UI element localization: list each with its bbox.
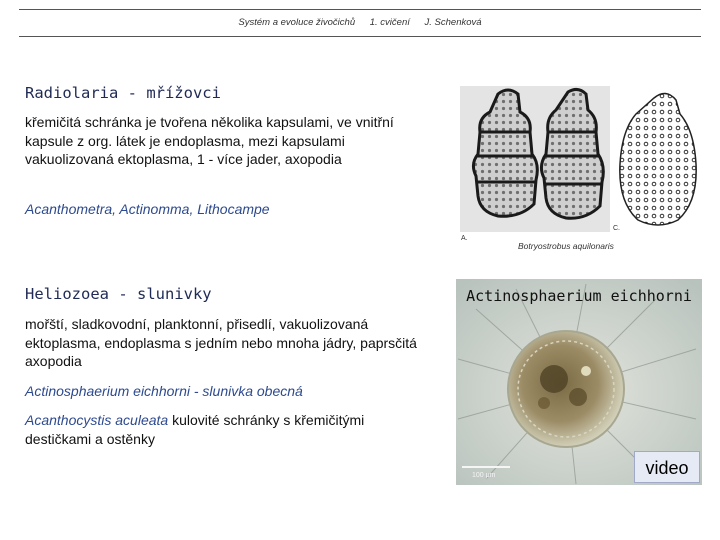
- header-course: Systém a evoluce živočichů: [238, 17, 356, 28]
- heliozoea-description: mořští, sladkovodní, planktonní, přisedlí, vakuolizovaná ektoplasma, endoplasma s jedním nebo mnoha jádry, paprsčitá axopodia: [25, 316, 417, 369]
- radiolaria-figure: [458, 84, 702, 260]
- scale-bar-label: 100 μm: [472, 472, 496, 479]
- acanthocystis-name: Acanthocystis aculeata: [25, 412, 169, 428]
- video-button[interactable]: video: [634, 451, 700, 483]
- figure-species-label: Botryostrobus aquilonaris: [518, 241, 614, 251]
- header-author: J. Schenková: [424, 17, 482, 28]
- radiolaria-skeleton-drawing: [458, 84, 702, 260]
- slide-header: [0, 17, 720, 28]
- figure-label-a: A.: [461, 235, 468, 242]
- figure-label-c: C.: [613, 225, 620, 232]
- heliozoea-example-1: Actinosphaerium eichhorni - slunivka obecná: [25, 383, 303, 399]
- radiolaria-description: křemičitá schránka je tvořena několika kapsulami, ve vnitřní kapsule z org. látek je endoplasma, mezi kapsulami vakuolizovaná ektoplasma, 1 - více jader, axopodia: [25, 114, 394, 167]
- header-bottom-rule: [19, 36, 701, 37]
- header-session: 1. cvičení: [369, 17, 410, 28]
- heliozoea-example-2: [25, 411, 425, 448]
- header-top-rule: [19, 9, 701, 10]
- heliozoea-heading: Heliozoea - slunivky: [25, 285, 212, 303]
- acanthocystis-text: kulovité schránky s křemičitými destičkami a ostěnky: [25, 412, 365, 447]
- photo-caption: Actinosphaerium eichhorni: [466, 287, 692, 305]
- radiolaria-examples: Acanthometra, Actinomma, Lithocampe: [25, 201, 270, 217]
- radiolaria-heading: Radiolaria - mřížovci: [25, 84, 221, 102]
